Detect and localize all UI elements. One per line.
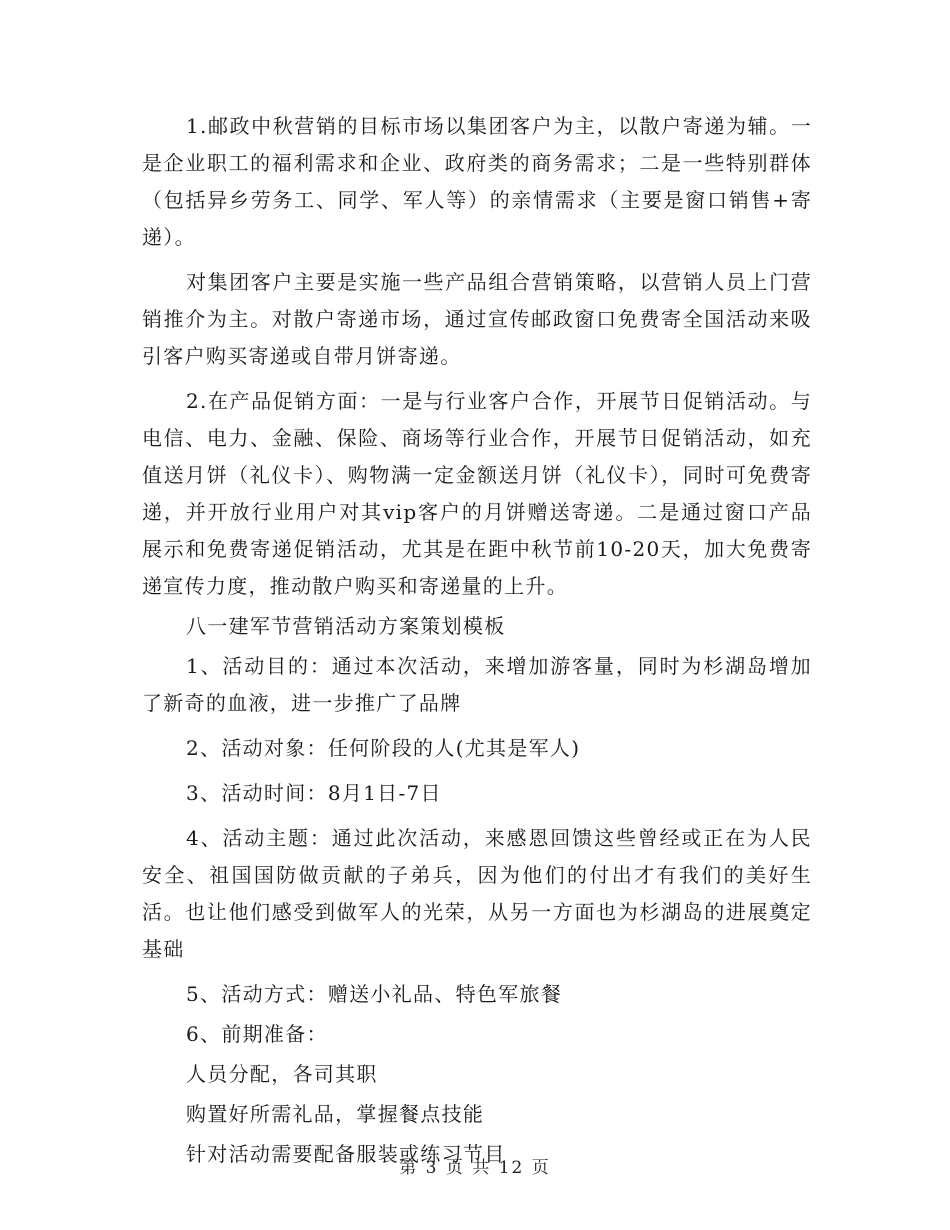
page-number-footer: 第 3 页 共 12 页 — [399, 1158, 551, 1178]
paragraph-activity-theme: 4、活动主题：通过此次活动，来感恩回馈这些曾经或正在为人民安全、祖国国防做贡献的子弟兵，因为他们的付出才有我们的美好生活。也让他们感受到做军人的光荣，从另一方面也为杉湖岛的进展奠定基础 — [142, 826, 812, 961]
paragraph-activity-method: 5、活动方式：赠送小礼品、特色军旅餐 — [186, 982, 563, 1006]
paragraph-preparation: 6、前期准备： — [186, 1022, 328, 1046]
paragraph-target-market: 1.邮政中秋营销的目标市场以集团客户为主，以散户寄递为辅。一是企业职工的福利需求和企业、政府类的商务需求；二是一些特别群体（包括异乡劳务工、同学、军人等）的亲情需求（主要是窗口销售+寄递）。 — [142, 114, 812, 249]
paragraph-costume-rehearsal: 针对活动需要配备服装或练习节目 — [186, 1142, 506, 1166]
paragraph-gift-purchase: 购置好所需礼品，掌握餐点技能 — [186, 1102, 485, 1126]
paragraph-activity-purpose: 1、活动目的：通过本次活动，来增加游客量，同时为杉湖岛增加了新奇的血液，进一步推广了品牌 — [142, 654, 812, 715]
paragraph-product-promotion: 2.在产品促销方面：一是与行业客户合作，开展节日促销活动。与电信、电力、金融、保险、商场等行业合作，开展节日促销活动，如充值送月饼（礼仪卡）、购物满一定金额送月饼（礼仪卡），同时可免费寄递，并开放行业用户对其vip客户的月饼赠送寄递。二是通过窗口产品展示和免费寄递促销活动，尤其是在距中秋节前10-20天，加大免费寄递宣传力度，推动散户购买和寄递量的上升。 — [142, 389, 812, 598]
paragraph-activity-audience: 2、活动对象：任何阶段的人(尤其是军人) — [186, 736, 581, 760]
paragraph-group-customers: 对集团客户主要是实施一些产品组合营销策略，以营销人员上门营销推介为主。对散户寄递市场，通过宣传邮政窗口免费寄全国活动来吸引客户购买寄递或自带月饼寄递。 — [142, 270, 812, 368]
paragraph-activity-time: 3、活动时间：8月1日-7日 — [186, 781, 442, 805]
document-body — [142, 108, 812, 1173]
paragraph-staff-allocation: 人员分配，各司其职 — [186, 1062, 378, 1086]
section-heading-army-day: 八一建军节营销活动方案策划模板 — [186, 614, 506, 638]
